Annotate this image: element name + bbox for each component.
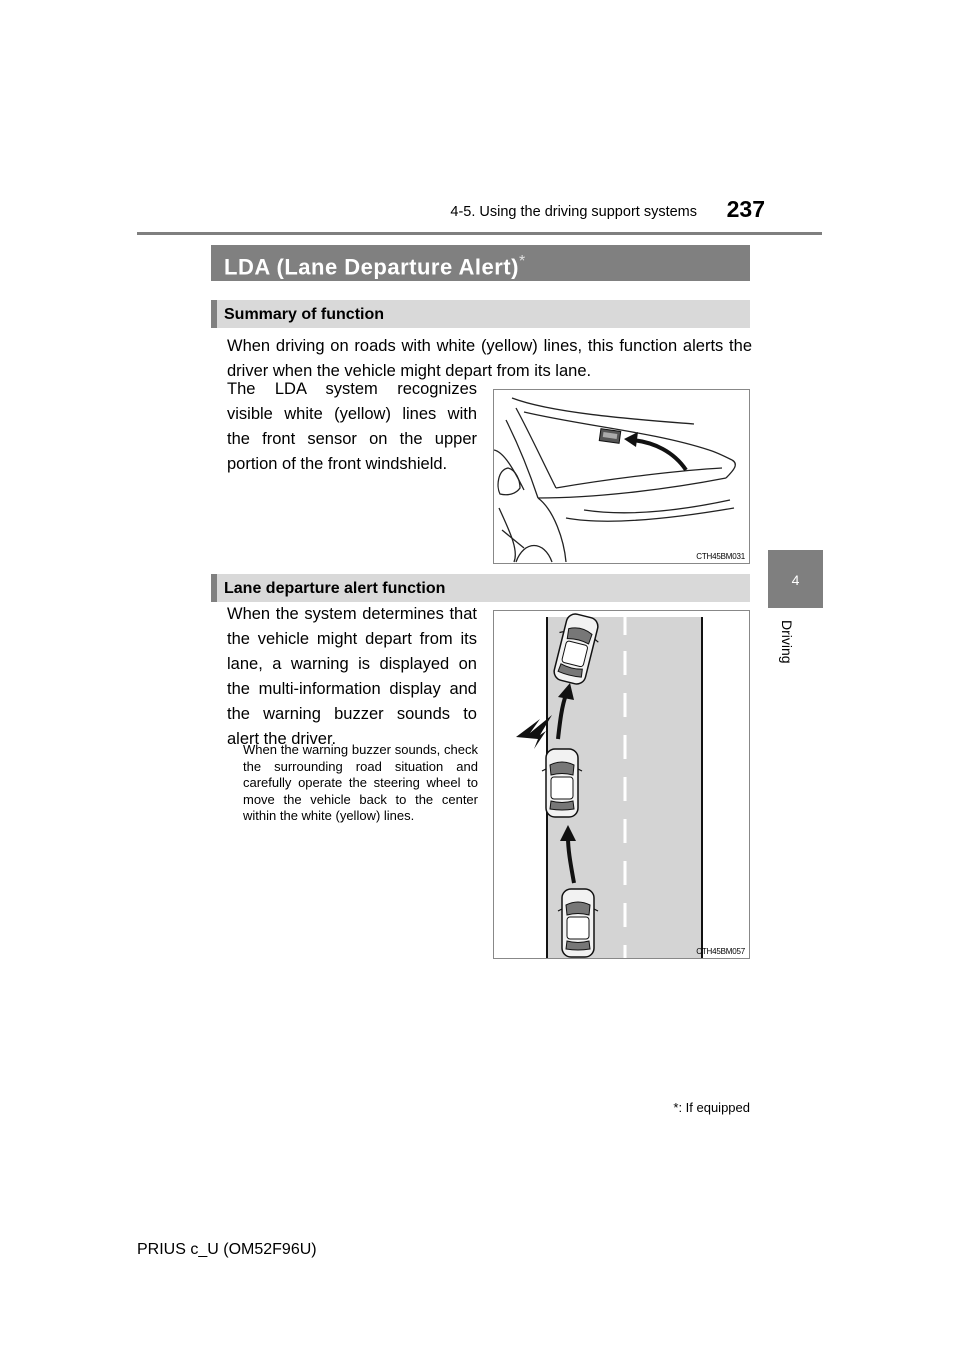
- lane-alert-body: When the system determines that the vehicle might depart from its lane, a warning is displayed on the multi-information display and the warning buzzer sounds to alert the driver.: [227, 605, 477, 748]
- front-sensor-icon: [599, 429, 620, 444]
- section-title: 4-5. Using the driving support systems: [450, 204, 697, 220]
- lane-departure-illustration: [494, 611, 749, 958]
- windshield-sensor-figure: [493, 389, 750, 564]
- page-title-text: LDA (Lane Departure Alert): [224, 254, 519, 280]
- summary-heading: Summary of function: [224, 306, 385, 323]
- footnote: [600, 1100, 750, 1115]
- lane-alert-heading: Lane departure alert function: [224, 580, 446, 597]
- footnote-text: : If equipped: [678, 1100, 750, 1115]
- footnote-marker: *: [673, 1100, 679, 1115]
- lane-departure-figure: [493, 610, 750, 959]
- car-drifting: [542, 749, 582, 817]
- lane-alert-note: When the warning buzzer sounds, check the surrounding road situation and carefully operate the steering wheel to move the vehicle back to the center within the white (yellow) lines.: [243, 742, 478, 823]
- chapter-label: Driving: [779, 620, 795, 664]
- sensor-pointer-arrow: [624, 432, 686, 470]
- if-equipped-marker: *: [518, 253, 526, 270]
- windshield-illustration: [494, 390, 749, 563]
- model-footer: PRIUS c_U (OM52F96U): [137, 1241, 317, 1258]
- header-rule: [137, 232, 822, 235]
- figure-code: CTH45BM057: [696, 947, 745, 956]
- page-title: [224, 253, 526, 280]
- car-start: [558, 889, 598, 957]
- page-number: 237: [726, 196, 765, 222]
- figure-code: CTH45BM031: [696, 552, 745, 561]
- chapter-number: 4: [791, 572, 800, 588]
- summary-body: The LDA system recognizes visible white (yellow) lines with the front sensor on the upper portion of the front windshield.: [227, 380, 477, 473]
- summary-intro: When driving on roads with white (yellow) lines, this function alerts the driver when the vehicle might depart from its lane.: [227, 337, 752, 380]
